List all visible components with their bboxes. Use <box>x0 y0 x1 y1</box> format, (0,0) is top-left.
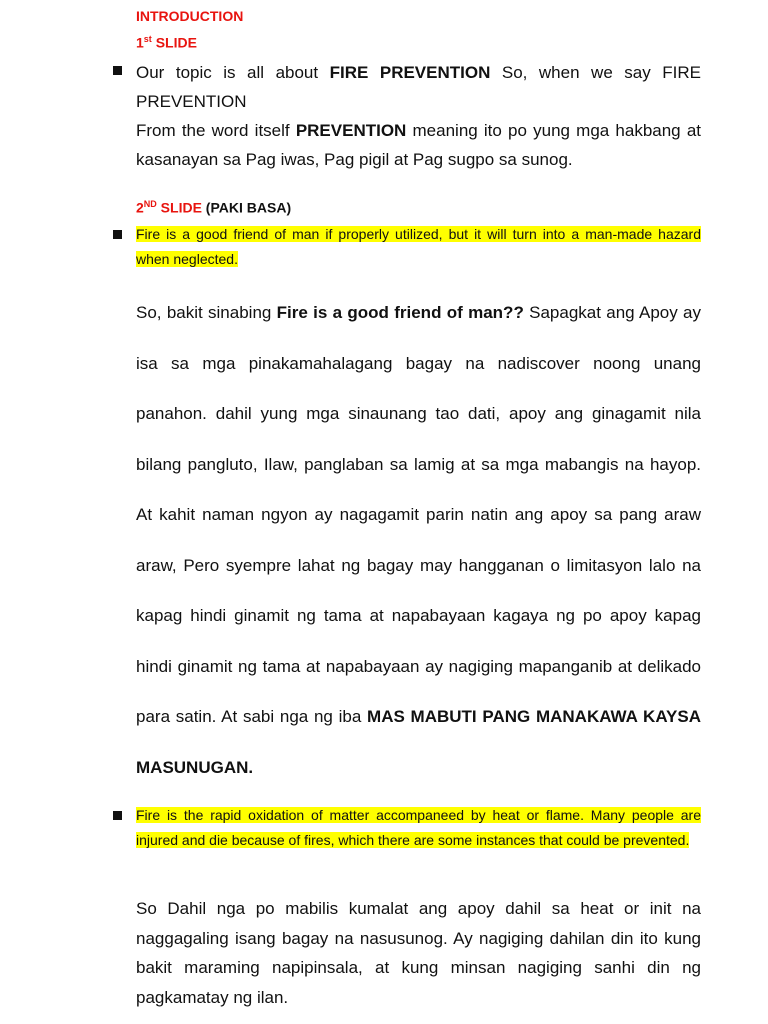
bullet-icon <box>113 66 122 75</box>
slide2-explanation: So, bakit sinabing Fire is a good friend of man?? Sapagkat ang Apoy ay isa sa mga pinakamahalagang bagay na nadiscover noong unang panahon. dahil yung mga sinaunang tao dati, apoy ang ginagamit nila bilang pangluto, Ilaw, panglaban sa lamig at sa mga mabangis na hayop. At kahit naman ngyon ay nagagamit parin natin ang apoy sa pang araw araw, Pero syempre lahat ng bagay may hangganan o limitasyon lalo na kapag hindi ginamit ng tama at napabayaan kagaya ng po apoy kapag hindi ginamit ng tama at napabayaan ay nagiging mapanganib at delikado para satin. At sabi nga ng iba MAS MABUTI PANG MANAKAWA KAYSA MASUNUGAN. <box>136 303 702 777</box>
highlighted-quote-1: Fire is a good friend of man if properly utilized, but it will turn into a man-made hazard when neglected. <box>136 226 701 267</box>
heading-introduction: INTRODUCTION <box>136 8 244 24</box>
slide1-definition: From the word itself PREVENTION meaning ito po yung mga hakbang at kasanayan sa Pag iwas, Pag pigil at Pag sugpo sa sunog. <box>136 121 701 169</box>
slide1-topic-line: Our topic is all about FIRE PREVENTION So, when we say FIRE PREVENTION <box>136 63 701 111</box>
bullet-icon <box>113 811 122 820</box>
heading-first-slide: 1st SLIDE <box>136 34 197 51</box>
highlighted-quote-2: Fire is the rapid oxidation of matter accompaneed by heat or flame. Many people are injured and die because of fires, which there are some instances that could be prevented. <box>136 807 701 848</box>
closing-paragraph: So Dahil nga po mabilis kumalat ang apoy dahil sa heat or init na naggagaling isang bagay na nasusunog. Ay nagiging dahilan din ito kung bakit maraming napipinsala, at kung minsan nagiging sanhi din ng pagkamatay ng ilan. <box>136 899 701 1007</box>
bullet-icon <box>113 230 122 239</box>
heading-second-slide: 2ND SLIDE (PAKI BASA) <box>136 199 292 216</box>
